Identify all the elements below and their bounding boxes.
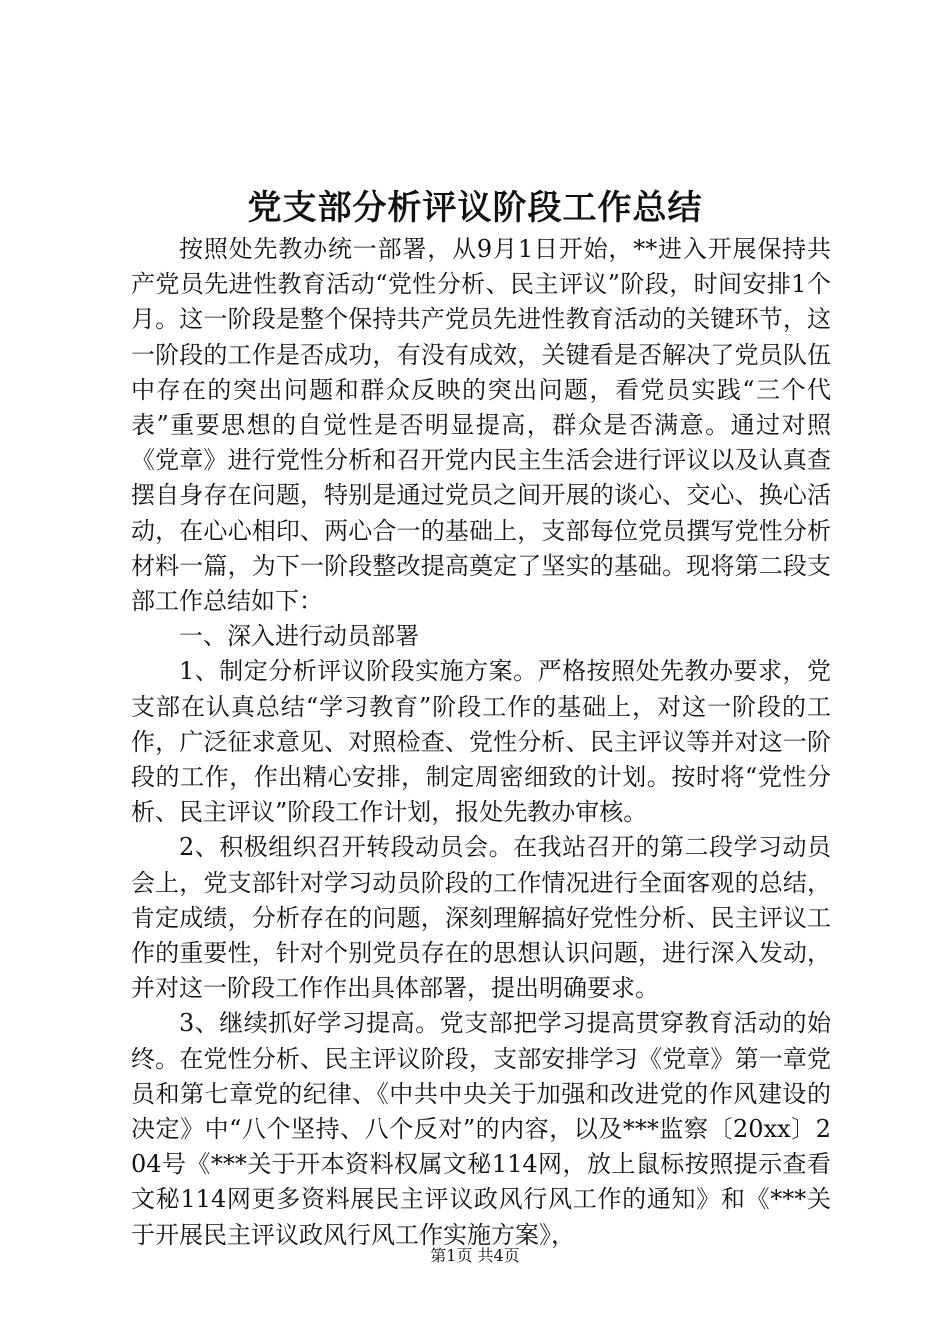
paragraph-intro: 按照处先教办统一部署，从9月1日开始，**进入开展保持共产党员先进性教育活动“党性分析、民主评议”阶段，时间安排1个月。这一阶段是整个保持共产党员先进性教育活动的关键环节，这一阶段的工作是否成功，有没有成效，关键看是否解决了党员队伍中存在的突出问题和群众反映的突出问题，看党员实践“三个代表”重要思想的自觉性是否明显提高，群众是否满意。通过对照《党章》进行党性分析和召开党内民主生活会进行评议以及认真查摆自身存在问题，特别是通过党员之间开展的谈心、交心、换心活动，在心心相印、两心合一的基础上，支部每位党员撰写党性分析材料一篇，为下一阶段整改提高奠定了坚实的基础。现将第二段支部工作总结如下： xyxy=(131,235,831,616)
section-heading-1: 一、深入进行动员部署 xyxy=(179,622,419,651)
paragraph-item-3: 3、继续抓好学习提高。党支部把学习提高贯穿教育活动的始终。在党性分析、民主评议阶段，支部安排学习《党章》第一章党员和第七章党的纪律、《中共中央关于加强和改进党的作风建设的决定》中“八个坚持、八个反对”的内容，以及***监察〔20xx〕204号《***关于开本资料权属文秘114网，放上鼠标按照提示查看文秘114网更多资料展民主评议政风行风工作的通知》和《***关于开展民主评议政风行风工作实施方案》， xyxy=(131,1009,831,1249)
paragraph-item-2: 2、积极组织召开转段动员会。在我站召开的第二段学习动员会上，党支部针对学习动员阶段的工作情况进行全面客观的总结，肯定成绩，分析存在的问题，深刻理解搞好党性分析、民主评议工作的重要性，针对个别党员存在的思想认识问题，进行深入发动，并对这一阶段工作作出具体部署，提出明确要求。 xyxy=(131,833,831,1003)
document-title: 党支部分析评议阶段工作总结 xyxy=(247,188,703,228)
page-number-footer: 第1页 共4页 xyxy=(430,1246,520,1265)
document-body xyxy=(131,232,831,1253)
paragraph-item-1: 1、制定分析评议阶段实施方案。严格按照处先教办要求，党支部在认真总结“学习教育”阶段工作的基础上，对这一阶段的工作，广泛征求意见、对照检查、党性分析、民主评议等并对这一阶段的工作，作出精心安排，制定周密细致的计划。按时将“党性分析、民主评议”阶段工作计划，报处先教办审核。 xyxy=(131,657,831,827)
